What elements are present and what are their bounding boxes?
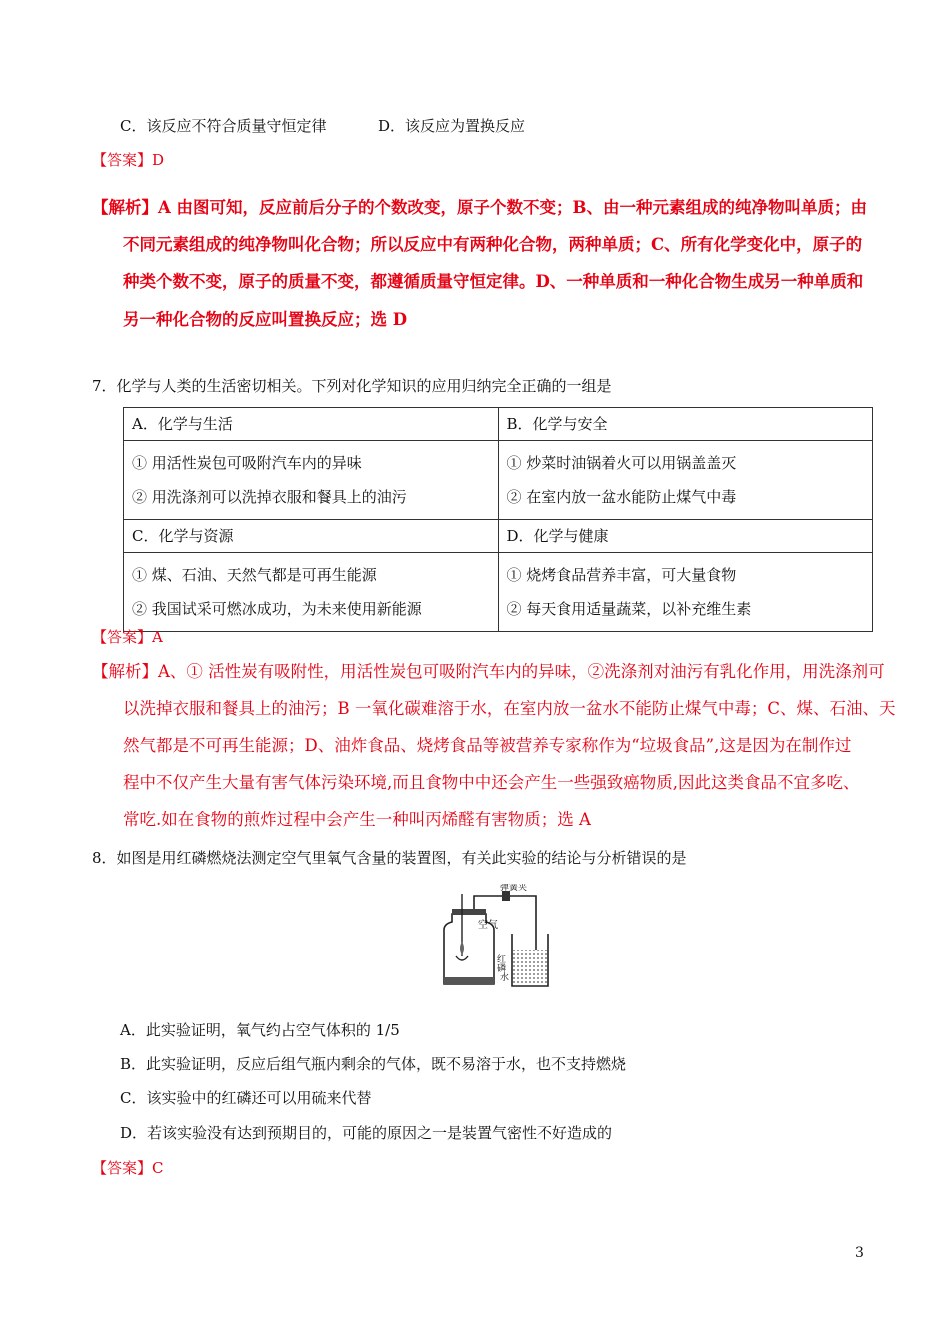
q8-option-b: B．此实验证明，反应后组气瓶内剩余的气体，既不易溶于水，也不支持燃烧 — [120, 1055, 627, 1073]
cell-text: D．化学与健康 — [506, 527, 609, 545]
analysis-line: 不同元素组成的纯净物叫化合物；所以反应中有两种化合物，两种单质；C、所有化学变化中，原子的 — [123, 235, 863, 254]
water-fill — [513, 950, 547, 985]
cell-item: ① 用活性炭包可吸附汽车内的异味 — [132, 454, 362, 472]
cell-item: ① 炒菜时油锅着火可以用锅盖盖灭 — [506, 454, 737, 472]
cell-item: ② 每天食用适量蔬菜，以补充维生素 — [506, 600, 752, 618]
table-cell-c-head — [124, 520, 499, 553]
cell-item: ① 烧烤食品营养丰富，可大量食物 — [506, 566, 737, 584]
label-phosphorus: 红磷 — [495, 954, 505, 972]
label-clamp: 弹簧夹 — [500, 884, 528, 893]
q7-stem: 7．化学与人类的生活密切相关。下列对化学知识的应用归纳完全正确的一组是 — [92, 377, 612, 395]
answer-value: C — [152, 1159, 164, 1177]
q8-option-d: D．若该实验没有达到预期目的，可能的原因之一是装置气密性不好造成的 — [120, 1124, 613, 1142]
q6-option-d: D．该反应为置换反应 — [378, 117, 526, 135]
q8-option-c: C．该实验中的红磷还可以用硫来代替 — [120, 1089, 372, 1107]
table-cell-b-items — [498, 441, 873, 520]
table-cell-d-head — [498, 520, 873, 553]
answer-value: A — [152, 628, 163, 646]
analysis-line: 【解析】A 由图可知，反应前后分子的个数改变，原子个数不变；B、由一种元素组成的纯净物叫单质；由 — [92, 198, 867, 217]
q8-answer — [92, 1158, 164, 1178]
page-number: 3 — [855, 1245, 864, 1261]
table-cell-a-head — [124, 408, 499, 441]
q6-option-c: C．该反应不符合质量守恒定律 — [120, 117, 327, 135]
label-water: 水 — [500, 973, 510, 983]
cell-text: B．化学与安全 — [506, 415, 608, 433]
analysis-line: 然气都是不可再生能源；D、油炸食品、烧烤食品等被营养专家称作为“垃圾食品”,这是因为在制作过 — [123, 736, 852, 755]
red-phosphorus-apparatus-figure — [432, 884, 550, 992]
analysis-line: 【解析】A、① 活性炭有吸附性，用活性炭包可吸附汽车内的异味，②洗涤剂对油污有乳化作用，用洗涤剂可 — [92, 662, 885, 681]
answer-label: 【答案】 — [92, 1159, 153, 1177]
analysis-line: 常吃.如在食物的煎炸过程中会产生一种叫丙烯醛有害物质；选 A — [123, 810, 591, 829]
label-air: 空气 — [478, 920, 498, 931]
q7-options-table — [123, 407, 873, 632]
answer-value: D — [152, 151, 165, 169]
cell-text: A．化学与生活 — [132, 415, 233, 433]
answer-label: 【答案】 — [92, 151, 153, 169]
table-cell-a-items — [124, 441, 499, 520]
cell-text: C．化学与资源 — [132, 527, 234, 545]
q6-answer — [92, 150, 164, 170]
analysis-line: 以洗掉衣服和餐具上的油污；B 一氧化碳难溶于水，在室内放一盆水不能防止煤气中毒；C、煤、石油、天 — [123, 699, 896, 718]
q7-answer — [92, 627, 163, 647]
bottle-stopper — [452, 909, 486, 915]
cell-item: ② 用洗涤剂可以洗掉衣服和餐具上的油污 — [132, 488, 407, 506]
table-cell-b-head — [498, 408, 873, 441]
cell-item: ① 煤、石油、天然气都是可再生能源 — [132, 566, 377, 584]
cell-item: ② 我国试采可燃冰成功，为未来使用新能源 — [132, 600, 422, 618]
analysis-line: 种类个数不变，原子的质量不变，都遵循质量守恒定律。D、一种单质和一种化合物生成另一种单质和 — [123, 272, 864, 291]
q8-stem: 8．如图是用红磷燃烧法测定空气里氧气含量的装置图，有关此实验的结论与分析错误的是 — [92, 849, 687, 867]
cell-item: ② 在室内放一盆水能防止煤气中毒 — [506, 488, 737, 506]
analysis-line: 程中不仅产生大量有害气体污染环境,而且食物中中还会产生一些强致癌物质,因此这类食品不宜多吃、 — [123, 773, 860, 792]
analysis-line: 另一种化合物的反应叫置换反应；选 D — [123, 310, 408, 329]
table-cell-c-items — [124, 553, 499, 632]
flame-icon — [460, 942, 464, 955]
table-cell-d-items — [498, 553, 873, 632]
answer-label: 【答案】 — [92, 628, 153, 646]
q8-option-a: A．此实验证明，氧气约占空气体积的 1/5 — [120, 1021, 400, 1039]
